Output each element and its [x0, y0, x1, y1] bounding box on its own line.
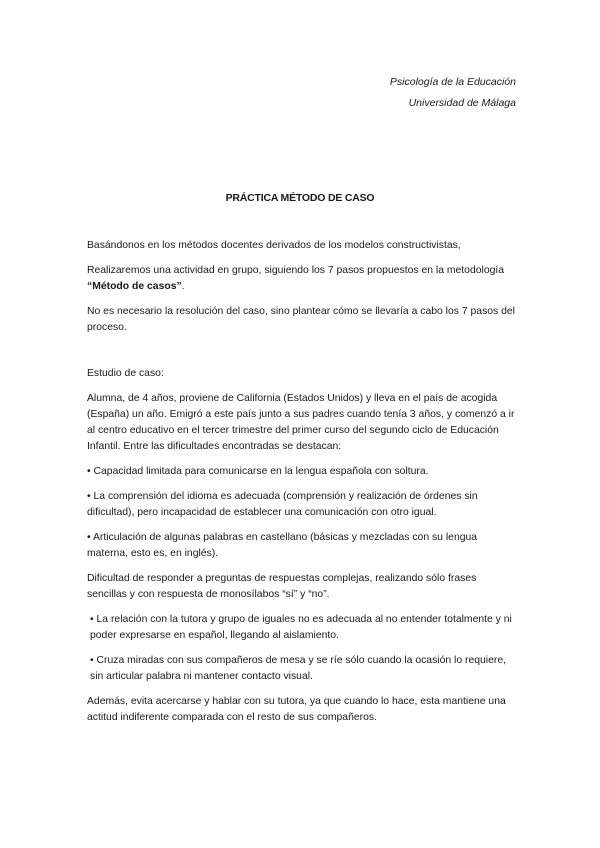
difficulty-paragraph: Dificultad de responder a preguntas de respuestas complejas, realizando sólo frases sencillas y con respuesta de monosílabos “sí” y “no”. — [87, 573, 477, 600]
method-name: “Método de casos” — [87, 281, 182, 292]
document-header — [390, 72, 516, 114]
header-university: Universidad de Málaga — [408, 97, 516, 109]
intro-paragraph-2-end: . — [181, 281, 185, 292]
intro-paragraph-3: No es necesario la resolución del caso, sino plantear cómo se llevaría a cabo los 7 pasos del proceso. — [87, 306, 515, 333]
difficulty-bullet-4: • La relación con la tutora y grupo de iguales no es adecuada al no entender totalmente y ni poder expresarse en español, llegando al aislamiento. — [90, 614, 512, 641]
document-title: PRÁCTICA MÉTODO DE CASO — [225, 192, 375, 204]
difficulty-bullet-3: • Articulación de algunas palabras en castellano (básicas y mezcladas con su lengua materna, esto es, en inglés). — [87, 532, 478, 559]
intro-paragraph-1: Basándonos en los métodos docentes derivados de los modelos constructivistas, — [87, 240, 461, 251]
difficulty-bullet-2: • La comprensión del idioma es adecuada (comprensión y realización de órdenes sin dificultad), pero incapacidad de establecer una comunicación con otro igual. — [87, 491, 478, 518]
intro-paragraph-2 — [87, 263, 519, 295]
document-body — [87, 238, 519, 735]
case-description: Alumna, de 4 años, proviene de California (Estados Unidos) y lleva en el país de acogida (España) un año. Emigró a este país junto a sus padres cuando tenía 3 años, y comenzó a ir al centro educativo en el tercer trimestre del primer curso del segundo ciclo de Educación Infantil. Entre las dificultades encontradas se destacan: — [87, 393, 515, 452]
difficulty-bullet-5: • Cruza miradas con sus compañeros de mesa y se ríe sólo cuando la ocasión lo requiere, sin articular palabra ni mantener contacto visual. — [90, 655, 507, 682]
case-heading: Estudio de caso: — [87, 368, 164, 379]
difficulty-bullet-1: • Capacidad limitada para comunicarse en la lengua española con soltura. — [87, 466, 429, 477]
closing-paragraph: Además, evita acercarse y hablar con su tutora, ya que cuando lo hace, esta mantiene una actitud indiferente comparada con el resto de sus compañeros. — [87, 696, 506, 723]
intro-paragraph-2-text: Realizaremos una actividad en grupo, siguiendo los 7 pasos propuestos en la metodología — [87, 265, 505, 276]
header-subject: Psicología de la Educación — [389, 76, 516, 88]
